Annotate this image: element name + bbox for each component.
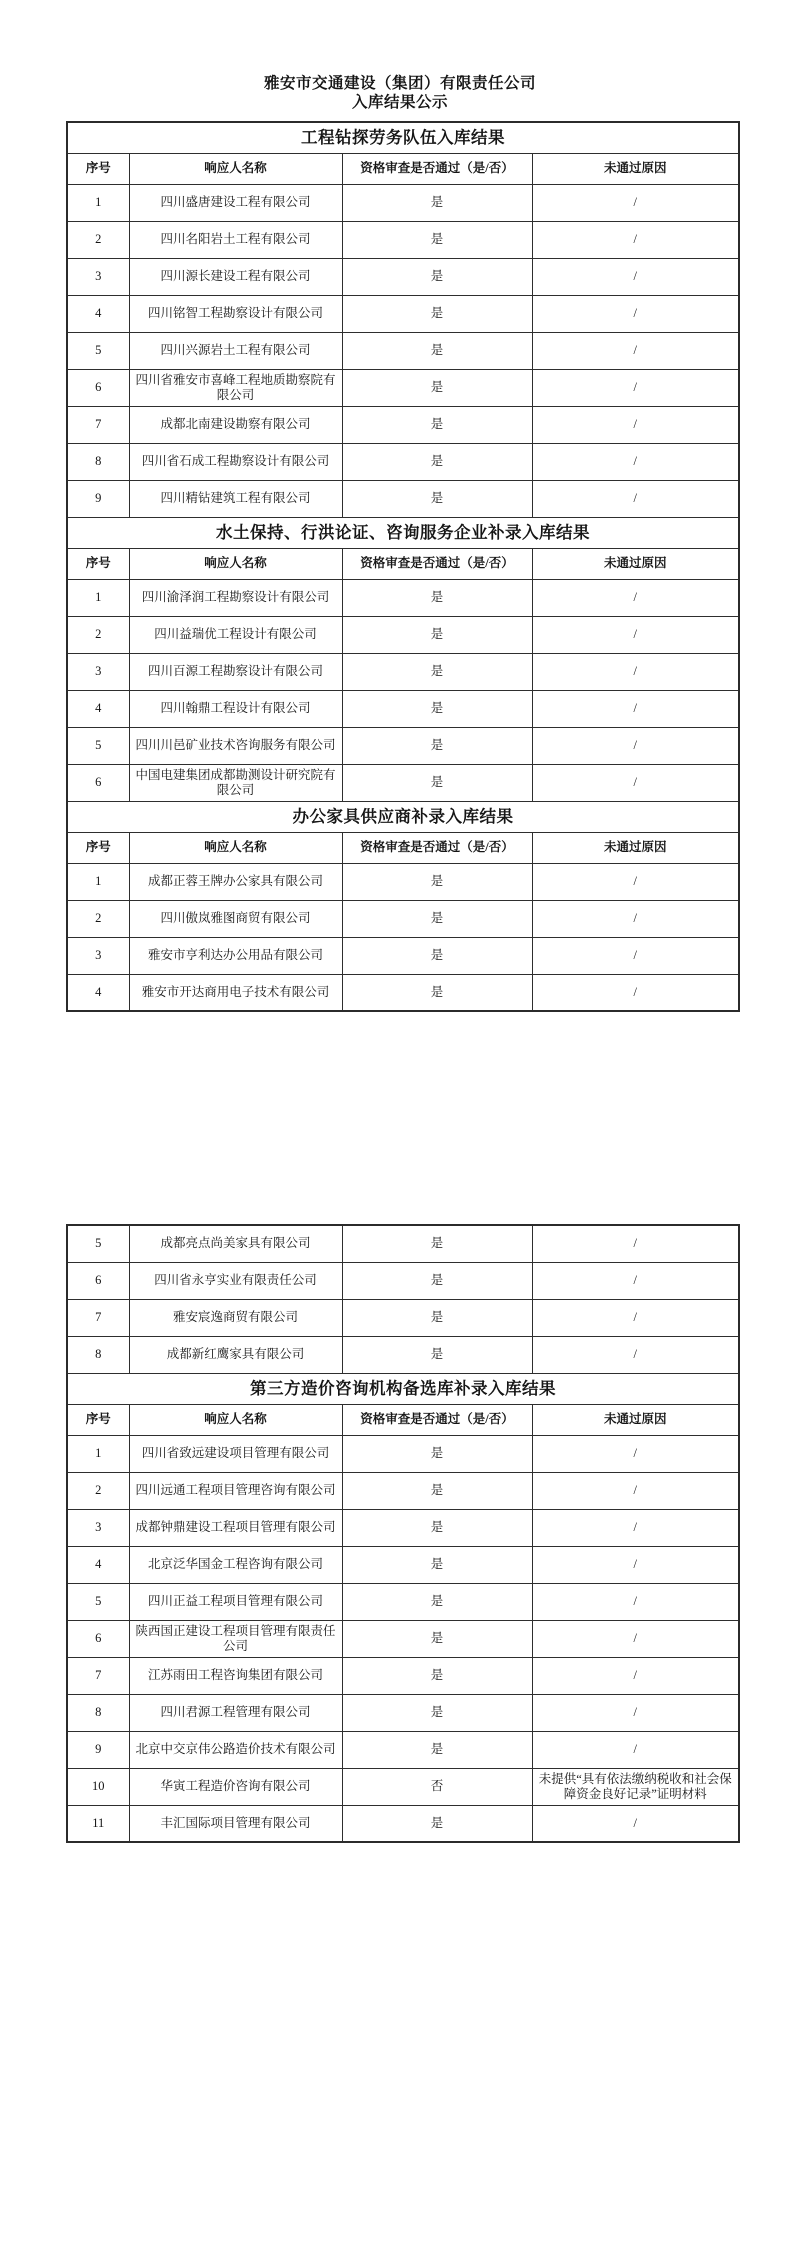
fail-reason: / <box>532 1731 739 1768</box>
column-header-3: 未通过原因 <box>532 832 739 863</box>
column-header-1: 响应人名称 <box>129 548 342 579</box>
table-row <box>67 1583 739 1620</box>
respondent-name: 四川远通工程项目管理咨询有限公司 <box>129 1472 342 1509</box>
qualification-passed: 是 <box>342 1731 532 1768</box>
qualification-passed: 是 <box>342 1472 532 1509</box>
qualification-passed: 是 <box>342 1262 532 1299</box>
table-row <box>67 653 739 690</box>
row-number: 7 <box>67 1657 129 1694</box>
respondent-name: 成都新红鹰家具有限公司 <box>129 1336 342 1373</box>
respondent-name: 四川省永亨实业有限责任公司 <box>129 1262 342 1299</box>
table-row <box>67 863 739 900</box>
table-row <box>67 406 739 443</box>
section-title-row <box>67 801 739 832</box>
fail-reason: / <box>532 616 739 653</box>
row-number: 1 <box>67 184 129 221</box>
column-header-1: 响应人名称 <box>129 832 342 863</box>
fail-reason: / <box>532 1546 739 1583</box>
table-row <box>67 579 739 616</box>
column-header-1: 响应人名称 <box>129 1404 342 1435</box>
fail-reason: / <box>532 184 739 221</box>
column-header-row <box>67 153 739 184</box>
table-row <box>67 974 739 1011</box>
section-title-row <box>67 1373 739 1404</box>
column-header-row <box>67 1404 739 1435</box>
fail-reason: / <box>532 443 739 480</box>
row-number: 6 <box>67 1262 129 1299</box>
table-row <box>67 1620 739 1657</box>
row-number: 2 <box>67 221 129 258</box>
fail-reason: / <box>532 221 739 258</box>
respondent-name: 北京中交京伟公路造价技术有限公司 <box>129 1731 342 1768</box>
fail-reason: / <box>532 1509 739 1546</box>
row-number: 11 <box>67 1805 129 1842</box>
fail-reason: / <box>532 258 739 295</box>
qualification-passed: 是 <box>342 1336 532 1373</box>
fail-reason: / <box>532 369 739 406</box>
respondent-name: 四川盛唐建设工程有限公司 <box>129 184 342 221</box>
table-row <box>67 1472 739 1509</box>
table-row <box>67 1657 739 1694</box>
table-row <box>67 480 739 517</box>
fail-reason: / <box>532 1336 739 1373</box>
fail-reason: / <box>532 1657 739 1694</box>
document-title <box>0 74 800 112</box>
qualification-passed: 是 <box>342 295 532 332</box>
fail-reason: / <box>532 974 739 1011</box>
qualification-passed: 是 <box>342 1435 532 1472</box>
table-row <box>67 1805 739 1842</box>
row-number: 1 <box>67 1435 129 1472</box>
section-title-row <box>67 517 739 548</box>
results-table <box>66 121 740 1012</box>
qualification-passed: 是 <box>342 1805 532 1842</box>
section-title: 办公家具供应商补录入库结果 <box>67 801 739 832</box>
fail-reason: / <box>532 579 739 616</box>
fail-reason: / <box>532 295 739 332</box>
respondent-name: 中国电建集团成都勘测设计研究院有限公司 <box>129 764 342 801</box>
table-row <box>67 258 739 295</box>
row-number: 8 <box>67 443 129 480</box>
fail-reason: / <box>532 1262 739 1299</box>
table-row <box>67 690 739 727</box>
column-header-2: 资格审查是否通过（是/否） <box>342 153 532 184</box>
fail-reason: / <box>532 764 739 801</box>
respondent-name: 四川省雅安市喜峰工程地质勘察院有限公司 <box>129 369 342 406</box>
row-number: 3 <box>67 258 129 295</box>
section-title: 工程钻探劳务队伍入库结果 <box>67 122 739 153</box>
qualification-passed: 是 <box>342 863 532 900</box>
table-row <box>67 1262 739 1299</box>
section-title-row <box>67 122 739 153</box>
row-number: 4 <box>67 1546 129 1583</box>
fail-reason: / <box>532 332 739 369</box>
table-row <box>67 443 739 480</box>
fail-reason: / <box>532 480 739 517</box>
results-table <box>66 1224 740 1843</box>
qualification-passed: 是 <box>342 690 532 727</box>
row-number: 7 <box>67 1299 129 1336</box>
respondent-name: 成都亮点尚美家具有限公司 <box>129 1225 342 1262</box>
row-number: 5 <box>67 727 129 764</box>
table-row <box>67 900 739 937</box>
respondent-name: 四川正益工程项目管理有限公司 <box>129 1583 342 1620</box>
row-number: 4 <box>67 295 129 332</box>
table-row <box>67 1225 739 1262</box>
table-row <box>67 1546 739 1583</box>
table-row <box>67 1435 739 1472</box>
row-number: 3 <box>67 653 129 690</box>
qualification-passed: 是 <box>342 184 532 221</box>
qualification-passed: 是 <box>342 1546 532 1583</box>
column-header-2: 资格审查是否通过（是/否） <box>342 832 532 863</box>
table-row <box>67 616 739 653</box>
column-header-1: 响应人名称 <box>129 153 342 184</box>
fail-reason: / <box>532 1620 739 1657</box>
column-header-3: 未通过原因 <box>532 1404 739 1435</box>
respondent-name: 四川源长建设工程有限公司 <box>129 258 342 295</box>
qualification-passed: 是 <box>342 221 532 258</box>
results-table-page2 <box>66 1224 738 1843</box>
respondent-name: 四川益瑞优工程设计有限公司 <box>129 616 342 653</box>
table-row <box>67 727 739 764</box>
table-row <box>67 1731 739 1768</box>
section-title: 第三方造价咨询机构备选库补录入库结果 <box>67 1373 739 1404</box>
respondent-name: 雅安市开达商用电子技术有限公司 <box>129 974 342 1011</box>
table-row <box>67 1768 739 1805</box>
respondent-name: 雅安市亨利达办公用品有限公司 <box>129 937 342 974</box>
respondent-name: 四川渝泽润工程勘察设计有限公司 <box>129 579 342 616</box>
row-number: 3 <box>67 1509 129 1546</box>
respondent-name: 成都钟鼎建设工程项目管理有限公司 <box>129 1509 342 1546</box>
fail-reason: / <box>532 653 739 690</box>
fail-reason: / <box>532 1694 739 1731</box>
qualification-passed: 是 <box>342 616 532 653</box>
qualification-passed: 是 <box>342 406 532 443</box>
qualification-passed: 是 <box>342 1299 532 1336</box>
row-number: 2 <box>67 900 129 937</box>
qualification-passed: 是 <box>342 1225 532 1262</box>
fail-reason: / <box>532 937 739 974</box>
qualification-passed: 是 <box>342 258 532 295</box>
qualification-passed: 是 <box>342 369 532 406</box>
column-header-2: 资格审查是否通过（是/否） <box>342 548 532 579</box>
row-number: 3 <box>67 937 129 974</box>
row-number: 1 <box>67 863 129 900</box>
qualification-passed: 是 <box>342 1509 532 1546</box>
respondent-name: 陕西国正建设工程项目管理有限责任公司 <box>129 1620 342 1657</box>
row-number: 10 <box>67 1768 129 1805</box>
table-row <box>67 369 739 406</box>
fail-reason: / <box>532 727 739 764</box>
table-row <box>67 1336 739 1373</box>
respondent-name: 四川兴源岩土工程有限公司 <box>129 332 342 369</box>
qualification-passed: 是 <box>342 1657 532 1694</box>
column-header-row <box>67 832 739 863</box>
fail-reason: / <box>532 1583 739 1620</box>
table-row <box>67 332 739 369</box>
respondent-name: 成都北南建设勘察有限公司 <box>129 406 342 443</box>
column-header-0: 序号 <box>67 153 129 184</box>
column-header-0: 序号 <box>67 1404 129 1435</box>
row-number: 5 <box>67 1225 129 1262</box>
qualification-passed: 是 <box>342 1583 532 1620</box>
qualification-passed: 否 <box>342 1768 532 1805</box>
table-row <box>67 937 739 974</box>
respondent-name: 北京泛华国金工程咨询有限公司 <box>129 1546 342 1583</box>
fail-reason: / <box>532 1472 739 1509</box>
respondent-name: 四川精钻建筑工程有限公司 <box>129 480 342 517</box>
section-title: 水土保持、行洪论证、咨询服务企业补录入库结果 <box>67 517 739 548</box>
respondent-name: 四川名阳岩土工程有限公司 <box>129 221 342 258</box>
qualification-passed: 是 <box>342 1620 532 1657</box>
table-row <box>67 184 739 221</box>
row-number: 2 <box>67 1472 129 1509</box>
row-number: 6 <box>67 764 129 801</box>
respondent-name: 华寅工程造价咨询有限公司 <box>129 1768 342 1805</box>
qualification-passed: 是 <box>342 1694 532 1731</box>
fail-reason: / <box>532 1299 739 1336</box>
qualification-passed: 是 <box>342 764 532 801</box>
fail-reason: / <box>532 1225 739 1262</box>
column-header-3: 未通过原因 <box>532 548 739 579</box>
qualification-passed: 是 <box>342 937 532 974</box>
fail-reason: / <box>532 1805 739 1842</box>
column-header-0: 序号 <box>67 832 129 863</box>
respondent-name: 四川铭智工程勘察设计有限公司 <box>129 295 342 332</box>
row-number: 9 <box>67 480 129 517</box>
fail-reason: / <box>532 406 739 443</box>
row-number: 7 <box>67 406 129 443</box>
respondent-name: 四川君源工程管理有限公司 <box>129 1694 342 1731</box>
qualification-passed: 是 <box>342 443 532 480</box>
table-row <box>67 1694 739 1731</box>
qualification-passed: 是 <box>342 579 532 616</box>
table-row <box>67 221 739 258</box>
results-table-page1 <box>66 121 738 1012</box>
table-row <box>67 1299 739 1336</box>
row-number: 6 <box>67 1620 129 1657</box>
column-header-3: 未通过原因 <box>532 153 739 184</box>
qualification-passed: 是 <box>342 727 532 764</box>
row-number: 5 <box>67 1583 129 1620</box>
respondent-name: 四川川邑矿业技术咨询服务有限公司 <box>129 727 342 764</box>
column-header-0: 序号 <box>67 548 129 579</box>
respondent-name: 四川傲岚雅图商贸有限公司 <box>129 900 342 937</box>
table-row <box>67 1509 739 1546</box>
respondent-name: 四川省石成工程勘察设计有限公司 <box>129 443 342 480</box>
row-number: 1 <box>67 579 129 616</box>
qualification-passed: 是 <box>342 900 532 937</box>
respondent-name: 四川百源工程勘察设计有限公司 <box>129 653 342 690</box>
row-number: 8 <box>67 1694 129 1731</box>
qualification-passed: 是 <box>342 974 532 1011</box>
document-title-line1: 雅安市交通建设（集团）有限责任公司 <box>263 75 536 92</box>
respondent-name: 雅安宸逸商贸有限公司 <box>129 1299 342 1336</box>
fail-reason: / <box>532 863 739 900</box>
row-number: 2 <box>67 616 129 653</box>
respondent-name: 成都正蓉王牌办公家具有限公司 <box>129 863 342 900</box>
respondent-name: 江苏雨田工程咨询集团有限公司 <box>129 1657 342 1694</box>
row-number: 5 <box>67 332 129 369</box>
table-row <box>67 764 739 801</box>
document-title-line2: 入库结果公示 <box>351 94 448 111</box>
qualification-passed: 是 <box>342 332 532 369</box>
fail-reason: / <box>532 1435 739 1472</box>
fail-reason: 未提供“具有依法缴纳税收和社会保障资金良好记录”证明材料 <box>532 1768 739 1805</box>
row-number: 4 <box>67 690 129 727</box>
column-header-row <box>67 548 739 579</box>
row-number: 8 <box>67 1336 129 1373</box>
row-number: 9 <box>67 1731 129 1768</box>
fail-reason: / <box>532 900 739 937</box>
respondent-name: 丰汇国际项目管理有限公司 <box>129 1805 342 1842</box>
row-number: 4 <box>67 974 129 1011</box>
column-header-2: 资格审查是否通过（是/否） <box>342 1404 532 1435</box>
table-row <box>67 295 739 332</box>
fail-reason: / <box>532 690 739 727</box>
respondent-name: 四川省致远建设项目管理有限公司 <box>129 1435 342 1472</box>
qualification-passed: 是 <box>342 653 532 690</box>
respondent-name: 四川翰鼎工程设计有限公司 <box>129 690 342 727</box>
qualification-passed: 是 <box>342 480 532 517</box>
row-number: 6 <box>67 369 129 406</box>
